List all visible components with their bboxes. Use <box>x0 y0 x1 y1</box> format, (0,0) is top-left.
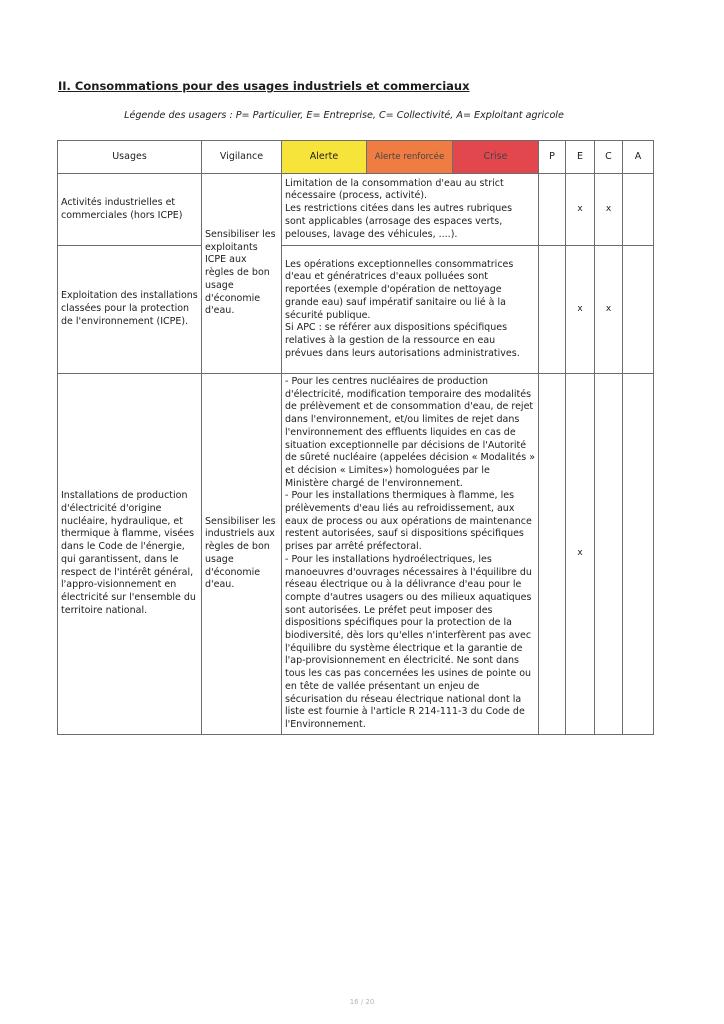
header-alerte-renforcee: Alerte renforcée <box>367 141 453 174</box>
mark-e: x <box>566 246 595 374</box>
header-alerte: Alerte <box>282 141 367 174</box>
measure-cell: Les opérations exceptionnelles consommatrices d'eau et génératrices d'eaux polluées sont reportées (exemple d'opération de nettoyage grande eau) sauf impératif sanitaire ou lié à la sécurité publique. Si APC : se référer aux dispositions spécifiques relatives à la gestion de la ressource en eau prévues dans leurs autorisations administratives. <box>282 246 539 374</box>
mark-c <box>595 374 623 735</box>
mark-a <box>623 374 654 735</box>
usage-cell: Activités industrielles et commerciales (hors ICPE) <box>58 174 202 246</box>
mark-c: x <box>595 174 623 246</box>
mark-p <box>539 246 566 374</box>
measure-cell: Limitation de la consommation d'eau au strict nécessaire (process, activité). Les restrictions citées dans les autres rubriques sont applicables (arrosage des espaces verts, pelouses, lavage des véhicules, ....). <box>282 174 539 246</box>
section-title: II. Consommations pour des usages industriels et commerciaux <box>58 79 470 93</box>
header-c: C <box>595 141 623 174</box>
page-number: 16 / 20 <box>349 998 375 1006</box>
header-crise: Crise <box>453 141 539 174</box>
vigilance-cell: Sensibiliser les industriels aux règles de bon usage d'économie d'eau. <box>202 374 282 735</box>
mark-p <box>539 374 566 735</box>
header-usages: Usages <box>58 141 202 174</box>
mark-a <box>623 174 654 246</box>
mark-a <box>623 246 654 374</box>
usage-cell: Installations de production d'électricité d'origine nucléaire, hydraulique, et thermique à flamme, visées dans le Code de l'énergie, qui garantissent, dans le respect de l'intérêt général, l'appro-visionnement en électricité sur l'ensemble du territoire national. <box>58 374 202 735</box>
mark-e: x <box>566 174 595 246</box>
table-header-row <box>58 141 654 174</box>
header-a: A <box>623 141 654 174</box>
header-p: P <box>539 141 566 174</box>
header-vigilance: Vigilance <box>202 141 282 174</box>
table-row <box>58 246 654 374</box>
table-row <box>58 374 654 735</box>
header-e: E <box>566 141 595 174</box>
table-row <box>58 174 654 246</box>
restrictions-table <box>57 140 654 735</box>
measure-cell: - Pour les centres nucléaires de production d'électricité, modification temporaire des modalités de prélèvement et de consommation d'eau, de rejet dans l'environnement, et/ou limites de rejet dans l'environnement des effluents liquides en cas de situation exceptionnelle par décisions de l'Autorité de sûreté nucléaire (appelées décision « Modalités » et décision « Limites») homologuées par le Ministère chargé de l'environnement. - Pour les installations thermiques à flamme, les prélèvements d'eau liés au refroidissement, aux eaux de process ou aux opérations de maintenance restent autorisées, sauf si dispositions spécifiques prises par arrêté préfectoral. - Pour les installations hydroélectriques, les manoeuvres d'ouvrages nécessaires à l'équilibre du réseau électrique ou à la délivrance d'eau pour le compte d'autres usagers ou des milieux aquatiques sont autorisées. Le préfet peut imposer des dispositions spécifiques pour la protection de la biodiversité, dès lors qu'elles n'interfèrent pas avec l'équilibre du système électrique et la garantie de l'ap-provisionnement en électricité. Ne sont dans tous les cas pas concernées les usines de pointe ou en tête de vallée présentant un enjeu de sécurisation du réseau électrique national dont la liste est fournie à l'article R 214-111-3 du Code de l'Environnement. <box>282 374 539 735</box>
vigilance-cell: Sensibiliser les exploitants ICPE aux règles de bon usage d'économie d'eau. <box>202 174 282 374</box>
mark-e: x <box>566 374 595 735</box>
mark-p <box>539 174 566 246</box>
users-legend: Légende des usagers : P= Particulier, E= Entreprise, C= Collectivité, A= Exploitant agricole <box>124 110 564 121</box>
usage-cell: Exploitation des installations classées pour la protection de l'environnement (ICPE). <box>58 246 202 374</box>
mark-c: x <box>595 246 623 374</box>
